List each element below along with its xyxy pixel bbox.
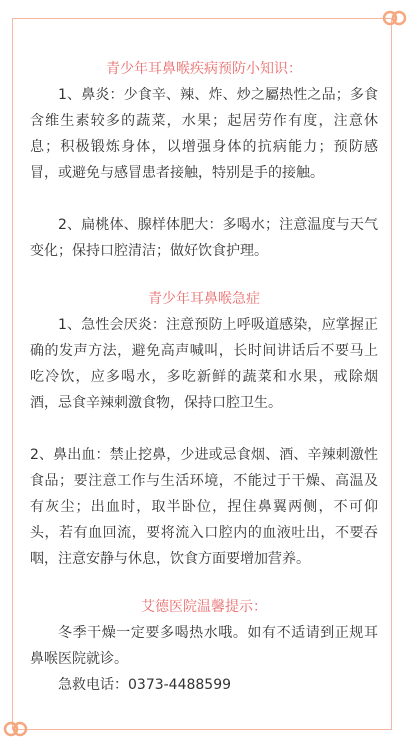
section-heading-prevention: 青少年耳鼻喉疾病预防小知识： xyxy=(106,61,302,77)
emergency-phone: 急救电话：0373-4488599 xyxy=(58,677,232,693)
section-heading-emergency: 青少年耳鼻喉急症 xyxy=(148,291,260,307)
paragraph-reminder: 冬季干燥一定要多喝热水哦。如有不适请到正规耳鼻喉医院就诊。 xyxy=(30,625,378,667)
rings-ornament-icon xyxy=(2,719,28,739)
section-heading-reminder: 艾德医院温馨提示： xyxy=(141,599,267,615)
paragraph-nosebleed: 2、鼻出血：禁止挖鼻，少进或忌食烟、酒、辛辣刺激性食品；要注意工作与生活环境，不能过于干燥、高温及有灰尘；出血时，取半卧位，捏住鼻翼两侧，不可仰头，若有血回流，要将流入口腔内的血液吐出，不要吞咽，注意安静与休息，饮食方面要增加营养。 xyxy=(30,447,378,567)
article-body xyxy=(30,56,378,698)
paragraph-tonsil: 2、扁桃体、腺样体肥大：多喝水；注意温度与天气变化；保持口腔清洁；做好饮食护理。 xyxy=(30,217,378,259)
paragraph-rhinitis: 1、鼻炎：少食辛、辣、炸、炒之屬热性之品；多食含维生素较多的蔬菜，水果；起居劳作有度，注意休息；积极锻炼身体，以增强身体的抗病能力；预防感冒，或避免与感冒患者接触，特别是手的接触。 xyxy=(30,87,378,181)
rings-ornament-icon xyxy=(381,8,407,28)
paragraph-epiglottitis: 1、急性会厌炎：注意预防上呼吸道感染，应掌握正确的发声方法，避免高声喊叫，长时间讲话后不要马上吃冷饮，应多喝水，多吃新鲜的蔬菜和水果，戒除烟酒，忌食辛辣刺激食物，保持口腔卫生。 xyxy=(30,317,378,411)
